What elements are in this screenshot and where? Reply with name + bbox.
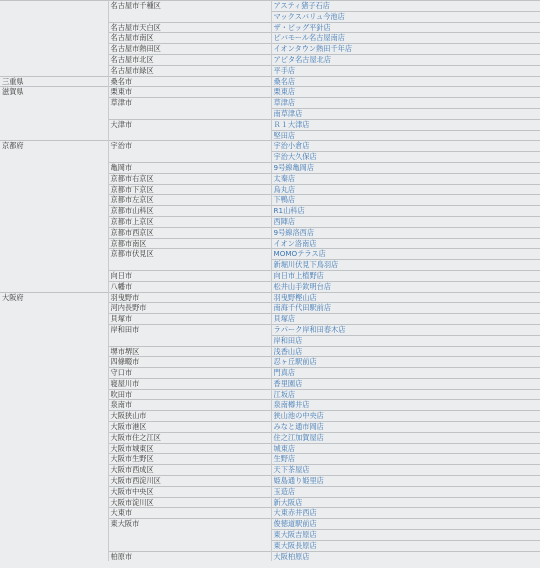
table-row: [0, 530, 540, 541]
city-cell: 京都市右京区: [108, 173, 271, 184]
prefecture-cell: [0, 162, 108, 173]
store-link[interactable]: イオンタウン熱田千年店: [273, 44, 353, 54]
prefecture-cell: [0, 44, 108, 55]
city-cell: [108, 335, 271, 346]
table-row: [0, 270, 540, 281]
store-cell: [271, 227, 540, 238]
table-row: [0, 216, 540, 227]
store-link[interactable]: 東大阪吉原店: [273, 530, 317, 540]
store-cell: [271, 551, 540, 561]
table-row: [0, 335, 540, 346]
store-cell: [271, 162, 540, 173]
table-row: [0, 22, 540, 33]
prefecture-cell: [0, 216, 108, 227]
city-cell: 大阪狭山市: [108, 411, 271, 422]
store-cell: [271, 206, 540, 217]
store-cell: [271, 443, 540, 454]
table-row: [0, 206, 540, 217]
table-row: [0, 98, 540, 109]
store-link[interactable]: マックスバリュ今池店: [273, 11, 345, 21]
store-cell: [271, 108, 540, 119]
prefecture-cell: 滋賀県: [0, 87, 108, 98]
store-cell: [271, 303, 540, 314]
store-link[interactable]: 貝塚店: [273, 314, 296, 324]
prefecture-cell: [0, 335, 108, 346]
city-cell: 岸和田市: [108, 324, 271, 335]
store-link[interactable]: 松井山手欽明台店: [273, 281, 332, 291]
store-link[interactable]: みなと通市岡店: [273, 422, 324, 432]
store-cell: [271, 216, 540, 227]
city-cell: 大阪市西成区: [108, 465, 271, 476]
store-link[interactable]: 新大阪店: [273, 497, 303, 507]
table-row: [0, 195, 540, 206]
prefecture-cell: [0, 33, 108, 44]
city-cell: 大阪市西淀川区: [108, 476, 271, 487]
store-link[interactable]: 泉南樽井店: [273, 400, 310, 410]
prefecture-cell: [0, 530, 108, 541]
city-cell: 名古屋市南区: [108, 33, 271, 44]
prefecture-cell: [0, 432, 108, 443]
store-cell: [271, 465, 540, 476]
prefecture-cell: [0, 281, 108, 292]
prefecture-cell: 三重県: [0, 76, 108, 87]
prefecture-cell: [0, 119, 108, 130]
prefecture-cell: [0, 551, 108, 561]
city-cell: 名古屋市北区: [108, 54, 271, 65]
prefecture-cell: [0, 314, 108, 325]
prefecture-cell: [0, 540, 108, 551]
store-link[interactable]: 忍ヶ丘駅前店: [273, 357, 317, 367]
table-row: [0, 173, 540, 184]
table-row: [0, 33, 540, 44]
store-link[interactable]: ラパーク岸和田春木店: [273, 324, 346, 334]
store-link[interactable]: 栗東店: [273, 87, 296, 97]
store-link[interactable]: 狭山池の中央店: [273, 411, 324, 421]
store-cell: [271, 260, 540, 271]
prefecture-cell: [0, 206, 108, 217]
store-link[interactable]: 宇治大久保店: [273, 152, 317, 162]
city-cell: 大阪市住之江区: [108, 432, 271, 443]
store-cell: [271, 432, 540, 443]
city-cell: 大阪市生野区: [108, 454, 271, 465]
store-cell: [271, 400, 540, 411]
store-cell: [271, 98, 540, 109]
table-row: [0, 324, 540, 335]
prefecture-cell: 大阪府: [0, 292, 108, 303]
table-row: [0, 368, 540, 379]
store-link[interactable]: アスティ猪子石店: [273, 1, 330, 10]
table-row: [0, 281, 540, 292]
store-cell: [271, 281, 540, 292]
prefecture-cell: [0, 346, 108, 357]
city-cell: 守口市: [108, 368, 271, 379]
store-cell: [271, 292, 540, 303]
store-link[interactable]: 岸和田店: [273, 335, 303, 345]
prefecture-cell: [0, 303, 108, 314]
store-link[interactable]: 下鴨店: [273, 195, 296, 205]
store-cell: [271, 530, 540, 541]
store-cell: [271, 76, 540, 87]
city-cell: [108, 152, 271, 163]
store-link[interactable]: 羽曳野樫山店: [273, 292, 317, 302]
table-row: [0, 76, 540, 87]
table-row: [0, 411, 540, 422]
prefecture-cell: [0, 238, 108, 249]
table-row: [0, 108, 540, 119]
store-link[interactable]: 9号線洛西店: [273, 227, 315, 237]
store-link[interactable]: イオン洛南店: [273, 238, 317, 248]
store-list-body: [0, 1, 540, 562]
store-link[interactable]: 桑名店: [273, 76, 296, 86]
table-row: [0, 238, 540, 249]
prefecture-cell: [0, 519, 108, 530]
store-link[interactable]: R1山科店: [273, 206, 305, 216]
store-cell: [271, 314, 540, 325]
store-link[interactable]: 門真店: [273, 368, 296, 378]
city-cell: 名古屋市天白区: [108, 22, 271, 33]
store-cell: [271, 357, 540, 368]
table-row: [0, 184, 540, 195]
store-link[interactable]: 大阪柏原店: [273, 551, 310, 561]
table-row: [0, 11, 540, 22]
city-cell: 亀岡市: [108, 162, 271, 173]
prefecture-cell: [0, 270, 108, 281]
prefecture-cell: [0, 443, 108, 454]
store-link[interactable]: 玉造店: [273, 486, 296, 496]
store-cell: [271, 454, 540, 465]
city-cell: [108, 540, 271, 551]
city-cell: 堺市堺区: [108, 346, 271, 357]
store-link[interactable]: 南草津店: [273, 108, 303, 118]
store-cell: [271, 11, 540, 22]
store-cell: [271, 33, 540, 44]
city-cell: 四條畷市: [108, 357, 271, 368]
prefecture-cell: [0, 378, 108, 389]
store-cell: [271, 173, 540, 184]
store-cell: [271, 486, 540, 497]
city-cell: 寝屋川市: [108, 378, 271, 389]
city-cell: [108, 530, 271, 541]
store-link[interactable]: 堅田店: [273, 130, 296, 140]
prefecture-cell: [0, 152, 108, 163]
store-cell: [271, 476, 540, 487]
store-link[interactable]: 南海千代田駅前店: [273, 303, 332, 313]
city-cell: 大阪市淀川区: [108, 497, 271, 508]
prefecture-cell: [0, 368, 108, 379]
table-row: [0, 378, 540, 389]
store-link[interactable]: 俊徳道駅前店: [273, 519, 317, 529]
table-row: [0, 551, 540, 561]
prefecture-cell: [0, 497, 108, 508]
city-cell: 柏原市: [108, 551, 271, 561]
prefecture-cell: [0, 173, 108, 184]
store-cell: [271, 497, 540, 508]
store-cell: [271, 44, 540, 55]
table-row: [0, 443, 540, 454]
store-link[interactable]: 向日市上植野店: [273, 270, 324, 280]
city-cell: 羽曳野市: [108, 292, 271, 303]
store-link[interactable]: 宇治小倉店: [273, 141, 310, 151]
table-row: [0, 141, 540, 152]
store-link[interactable]: 江坂店: [273, 389, 296, 399]
city-cell: 泉南市: [108, 400, 271, 411]
store-cell: [271, 184, 540, 195]
table-row: [0, 152, 540, 163]
table-row: [0, 540, 540, 551]
store-cell: [271, 335, 540, 346]
table-row: [0, 260, 540, 271]
prefecture-cell: [0, 98, 108, 109]
prefecture-cell: [0, 65, 108, 76]
table-row: [0, 44, 540, 55]
city-cell: 名古屋市千種区: [108, 1, 271, 12]
city-cell: 名古屋市熱田区: [108, 44, 271, 55]
table-row: [0, 162, 540, 173]
prefecture-cell: [0, 54, 108, 65]
store-cell: [271, 378, 540, 389]
prefecture-cell: [0, 11, 108, 22]
city-cell: 京都市伏見区: [108, 249, 271, 260]
table-row: [0, 314, 540, 325]
prefecture-cell: [0, 389, 108, 400]
prefecture-cell: [0, 324, 108, 335]
store-link[interactable]: 東大阪長原店: [273, 540, 317, 550]
store-cell: [271, 152, 540, 163]
city-cell: 大阪市港区: [108, 422, 271, 433]
city-cell: 名古屋市緑区: [108, 65, 271, 76]
table-row: [0, 508, 540, 519]
table-row: [0, 227, 540, 238]
store-cell: [271, 519, 540, 530]
prefecture-cell: [0, 476, 108, 487]
table-row: [0, 1, 540, 12]
store-link[interactable]: 烏丸店: [273, 184, 296, 194]
store-link[interactable]: 城東店: [273, 443, 296, 453]
city-cell: 京都市山科区: [108, 206, 271, 217]
table-row: [0, 476, 540, 487]
city-cell: 大阪市城東区: [108, 443, 271, 454]
store-cell: [271, 54, 540, 65]
store-link[interactable]: 大東赤井西店: [273, 508, 317, 518]
city-cell: 京都市上京区: [108, 216, 271, 227]
store-link[interactable]: 太秦店: [273, 173, 296, 183]
city-cell: 京都市西京区: [108, 227, 271, 238]
city-cell: 草津市: [108, 98, 271, 109]
table-row: [0, 346, 540, 357]
store-cell: [271, 238, 540, 249]
prefecture-cell: [0, 130, 108, 141]
store-link[interactable]: 新堀川伏見下鳥羽店: [273, 260, 339, 270]
table-row: [0, 519, 540, 530]
city-cell: 八幡市: [108, 281, 271, 292]
table-row: [0, 130, 540, 141]
city-cell: 河内長野市: [108, 303, 271, 314]
city-cell: 宇治市: [108, 141, 271, 152]
prefecture-cell: [0, 486, 108, 497]
store-cell: [271, 130, 540, 141]
store-cell: [271, 141, 540, 152]
city-cell: 桑名市: [108, 76, 271, 87]
city-cell: 大阪市中央区: [108, 486, 271, 497]
table-row: [0, 465, 540, 476]
prefecture-cell: [0, 249, 108, 260]
prefecture-cell: [0, 227, 108, 238]
table-row: [0, 54, 540, 65]
table-row: [0, 497, 540, 508]
store-cell: [271, 270, 540, 281]
table-row: [0, 357, 540, 368]
city-cell: 京都市南区: [108, 238, 271, 249]
city-cell: [108, 260, 271, 271]
store-link[interactable]: 天下茶屋店: [273, 465, 310, 475]
store-cell: [271, 87, 540, 98]
store-cell: [271, 508, 540, 519]
store-cell: [271, 195, 540, 206]
table-row: [0, 292, 540, 303]
city-cell: 京都市左京区: [108, 195, 271, 206]
store-link[interactable]: ピバモール名古屋南店: [273, 33, 345, 43]
prefecture-cell: [0, 357, 108, 368]
city-cell: 向日市: [108, 270, 271, 281]
store-cell: [271, 346, 540, 357]
store-link[interactable]: Ｒ１大津店: [273, 119, 310, 129]
prefecture-cell: 京都府: [0, 141, 108, 152]
store-link[interactable]: 姫島通り姫里店: [273, 476, 324, 486]
store-cell: [271, 65, 540, 76]
store-cell: [271, 411, 540, 422]
city-cell: 栗東市: [108, 87, 271, 98]
city-cell: 吹田市: [108, 389, 271, 400]
prefecture-cell: [0, 465, 108, 476]
prefecture-cell: [0, 411, 108, 422]
store-link[interactable]: 9号線亀岡店: [273, 162, 315, 172]
prefecture-cell: [0, 1, 108, 12]
store-link[interactable]: ザ・ビッグ平針店: [273, 22, 331, 32]
table-row: [0, 87, 540, 98]
store-link[interactable]: 生野店: [273, 454, 296, 464]
table-row: [0, 422, 540, 433]
store-cell: [271, 324, 540, 335]
store-link[interactable]: 草津店: [273, 98, 296, 108]
table-row: [0, 65, 540, 76]
city-cell: 大津市: [108, 119, 271, 130]
store-cell: [271, 368, 540, 379]
store-link[interactable]: 住之江加賀屋店: [273, 432, 324, 442]
store-cell: [271, 422, 540, 433]
table-row: [0, 303, 540, 314]
table-row: [0, 389, 540, 400]
prefecture-cell: [0, 260, 108, 271]
prefecture-cell: [0, 400, 108, 411]
store-link[interactable]: 平手店: [273, 65, 296, 75]
store-cell: [271, 389, 540, 400]
city-cell: [108, 130, 271, 141]
table-row: [0, 454, 540, 465]
city-cell: 東大阪市: [108, 519, 271, 530]
prefecture-cell: [0, 422, 108, 433]
store-cell: [271, 1, 540, 12]
prefecture-cell: [0, 22, 108, 33]
city-cell: 貝塚市: [108, 314, 271, 325]
store-link[interactable]: 西陣店: [273, 216, 296, 226]
store-link[interactable]: 浅香山店: [273, 346, 303, 356]
city-cell: 大東市: [108, 508, 271, 519]
table-row: [0, 400, 540, 411]
prefecture-cell: [0, 454, 108, 465]
table-row: [0, 432, 540, 443]
store-link[interactable]: アピタ名古屋北店: [273, 54, 332, 64]
city-cell: [108, 108, 271, 119]
city-cell: 京都市下京区: [108, 184, 271, 195]
store-cell: [271, 540, 540, 551]
store-link[interactable]: MOMOテラス店: [273, 249, 326, 259]
store-link[interactable]: 香里園店: [273, 378, 303, 388]
city-cell: [108, 11, 271, 22]
prefecture-cell: [0, 184, 108, 195]
table-row: [0, 486, 540, 497]
table-row: [0, 249, 540, 260]
prefecture-cell: [0, 108, 108, 119]
store-cell: [271, 249, 540, 260]
prefecture-cell: [0, 195, 108, 206]
table-row: [0, 119, 540, 130]
store-cell: [271, 119, 540, 130]
prefecture-cell: [0, 508, 108, 519]
store-cell: [271, 22, 540, 33]
